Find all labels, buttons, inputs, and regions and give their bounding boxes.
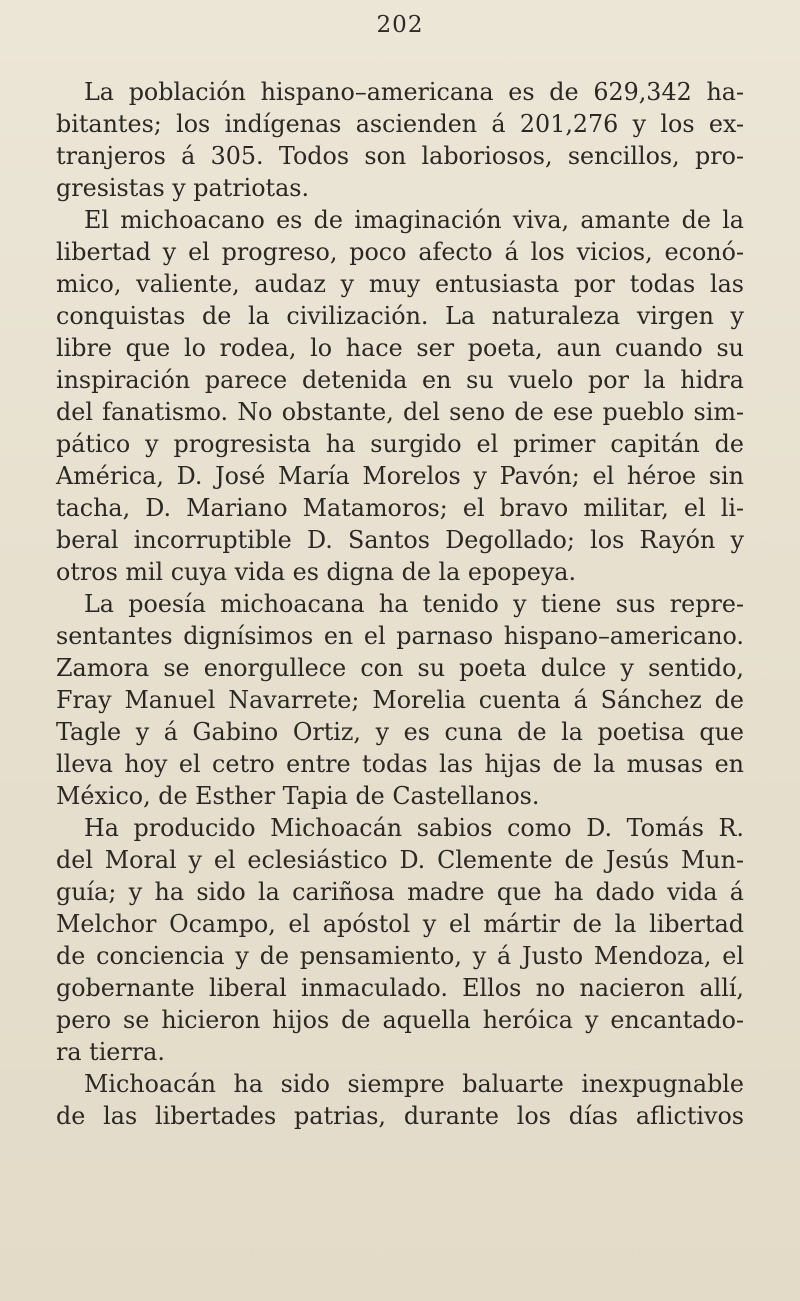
text-line: Michoacán ha sido siempre baluarte inexpugnable [84,1070,744,1098]
text-line: de las libertades patrias, durante los días aflictivos [56,1102,744,1130]
text-line: América, D. José María Morelos y Pavón; el héroe sin [56,462,744,490]
page-number: 202 [376,12,424,38]
text-line: mico, valiente, audaz y muy entusiasta por todas las [56,270,744,298]
paragraph [56,588,744,812]
text-line: Zamora se enorgullece con su poeta dulce y sentido, [56,654,744,682]
text-line: libre que lo rodea, lo hace ser poeta, aun cuando su [56,334,744,362]
text-line: México, de Esther Tapia de Castellanos. [56,782,540,810]
text-line: otros mil cuya vida es digna de la epopeya. [56,558,577,586]
text-line: tranjeros á 305. Todos son laboriosos, sencillos, pro- [56,142,744,170]
text-line: La población hispano–americana es de 629,342 ha- [84,78,744,106]
text-line: tacha, D. Mariano Matamoros; el bravo militar, el li- [56,494,744,522]
text-line: La poesía michoacana ha tenido y tiene sus repre- [84,590,744,618]
paragraph [56,204,744,588]
text-line: de conciencia y de pensamiento, y á Justo Mendoza, el [56,942,744,970]
text-line: guía; y ha sido la cariñosa madre que ha dado vida á [56,878,744,906]
text-line: beral incorruptible D. Santos Degollado; los Rayón y [56,526,744,554]
paragraph [56,76,744,204]
text-line: El michoacano es de imaginación viva, amante de la [84,206,744,234]
text-line: Melchor Ocampo, el apóstol y el mártir de la libertad [56,910,744,938]
text-line: inspiración parece detenida en su vuelo por la hidra [56,366,744,394]
text-line: del Moral y el eclesiástico D. Clemente de Jesús Mun- [56,846,744,874]
text-line: pático y progresista ha surgido el primer capitán de [56,430,744,458]
text-line: del fanatismo. No obstante, del seno de ese pueblo sim- [56,398,744,426]
paragraph [56,1068,744,1132]
text-line: pero se hicieron hijos de aquella heróica y encantado- [56,1006,744,1034]
body-text [56,76,744,1132]
paragraph [56,812,744,1068]
text-line: libertad y el progreso, poco afecto á los vicios, econó- [56,238,744,266]
text-line: lleva hoy el cetro entre todas las hijas de la musas en [56,750,744,778]
text-line: gresistas y patriotas. [56,174,310,202]
text-line: conquistas de la civilización. La naturaleza virgen y [56,302,744,330]
text-line: bitantes; los indígenas ascienden á 201,276 y los ex- [56,110,744,138]
text-line: sentantes dignísimos en el parnaso hispano–americano. [56,622,744,650]
text-line: gobernante liberal inmaculado. Ellos no nacieron allí, [56,974,744,1002]
text-line: Fray Manuel Navarrete; Morelia cuenta á Sánchez de [56,686,744,714]
text-line: Ha producido Michoacán sabios como D. Tomás R. [84,814,744,842]
text-line: Tagle y á Gabino Ortiz, y es cuna de la poetisa que [56,718,744,746]
text-line: ra tierra. [56,1038,165,1066]
